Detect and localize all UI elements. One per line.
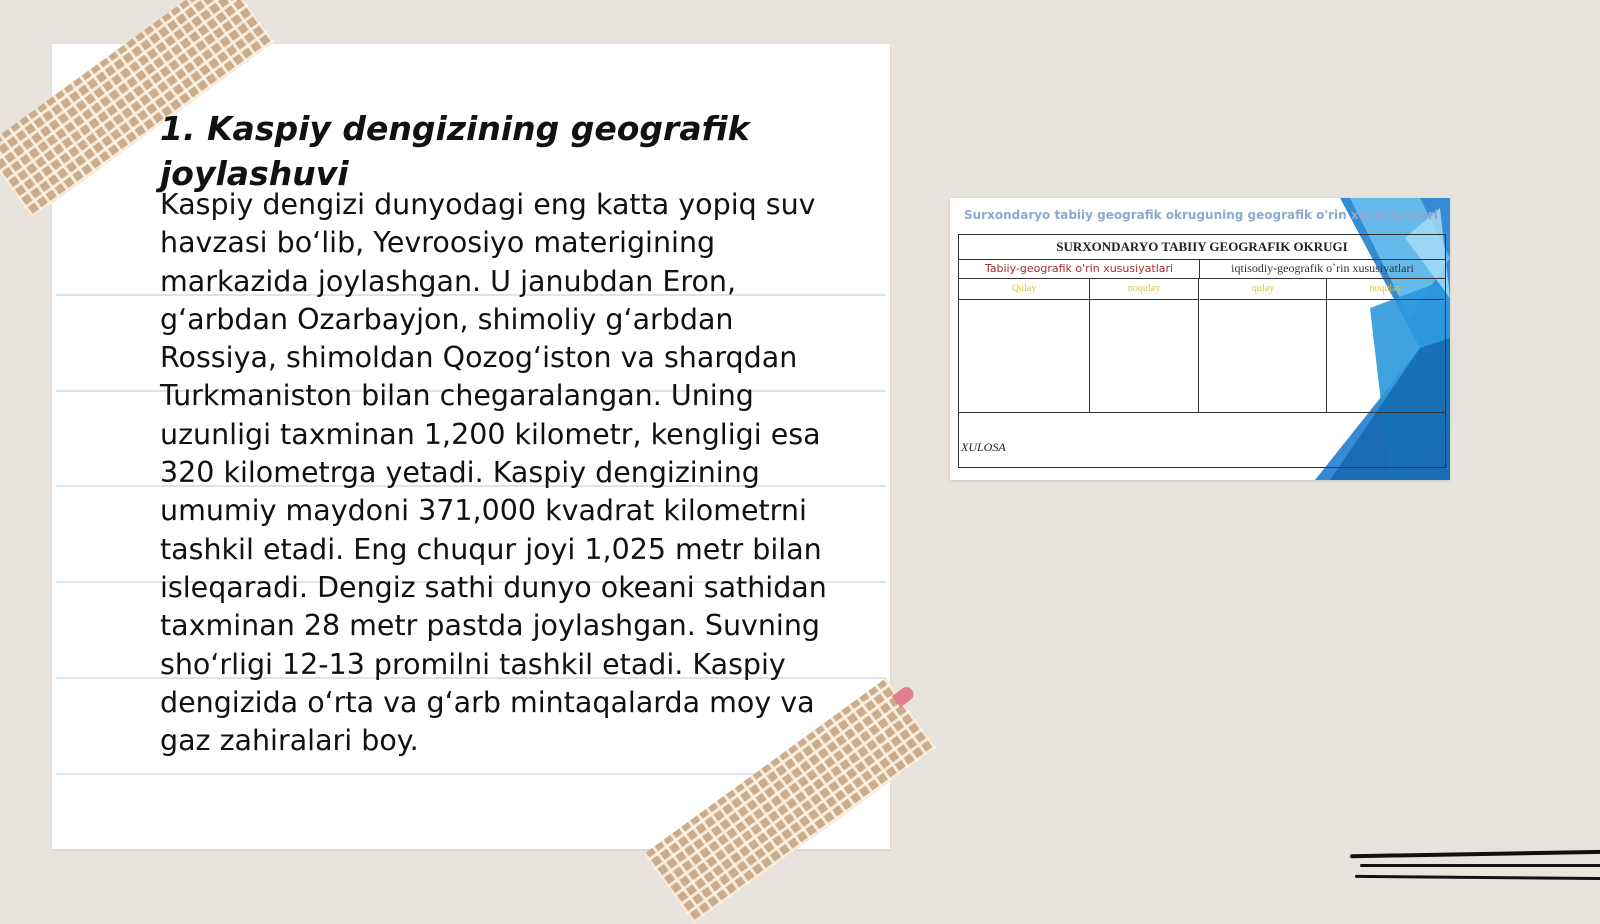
table-title: SURXONDARYO TABIIY GEOGRAFIK OKRUGI bbox=[959, 235, 1445, 260]
table-footer-label: XULOSA bbox=[961, 440, 1006, 454]
table-cell bbox=[1200, 300, 1327, 412]
scribble-line bbox=[1350, 850, 1600, 859]
table-thumbnail-image bbox=[950, 198, 1450, 480]
thumbnail-caption: Surxondaryo tabiiy geografik okruguning geografik o'rin xususiyatlari bbox=[964, 208, 1438, 222]
table-cell bbox=[959, 300, 1090, 412]
table-right-header: iqtisodiy-geografik o`rin xususiyatlari bbox=[1200, 259, 1445, 279]
table-column-header: Qulay bbox=[959, 279, 1090, 300]
slide-title: 1. Kaspiy dengizining geografik joylashuvi bbox=[160, 109, 750, 193]
geography-table bbox=[958, 234, 1446, 468]
table-column-header: qulay bbox=[1200, 279, 1327, 300]
table-column-header: noqulay bbox=[1327, 279, 1444, 300]
table-column-header: noqulay bbox=[1090, 279, 1199, 300]
table-left-header: Tabiiy-geografik o'rin xususiyatlari bbox=[959, 259, 1200, 279]
scribble-line bbox=[1360, 864, 1600, 867]
scribble-line bbox=[1355, 875, 1600, 880]
slide-body-text: Kaspiy dengizi dunyodagi eng katta yopiq suv havzasi bo‘lib, Yevroosiyo materigining markazida joylashgan. U janubdan Eron, g‘arbdan Ozarbayjon, shimoliy g‘arbdan Rossiya, shimoldan Qozog‘iston va sharqdan Turkmaniston bilan chegaralangan. Uning uzunligi taxminan 1,200 kilometr, kengligi esa 320 kilometrga yetadi. Kaspiy dengizining umumiy maydoni 371,000 kvadrat kilometrni tashkil etadi. Eng chuqur joyi 1,025 metr bilan isleqaradi. Dengiz sathi dunyo okeani sathidan taxminan 28 metr pastda joylashgan. Suvning sho‘rligi 12-13 promilni tashkil etadi. Kaspiy dengizida o‘rta va g‘arb mintaqalarda moy va gaz zahiralari boy. bbox=[160, 188, 827, 758]
table-cell bbox=[1090, 300, 1199, 412]
table-row-divider bbox=[959, 412, 1445, 413]
